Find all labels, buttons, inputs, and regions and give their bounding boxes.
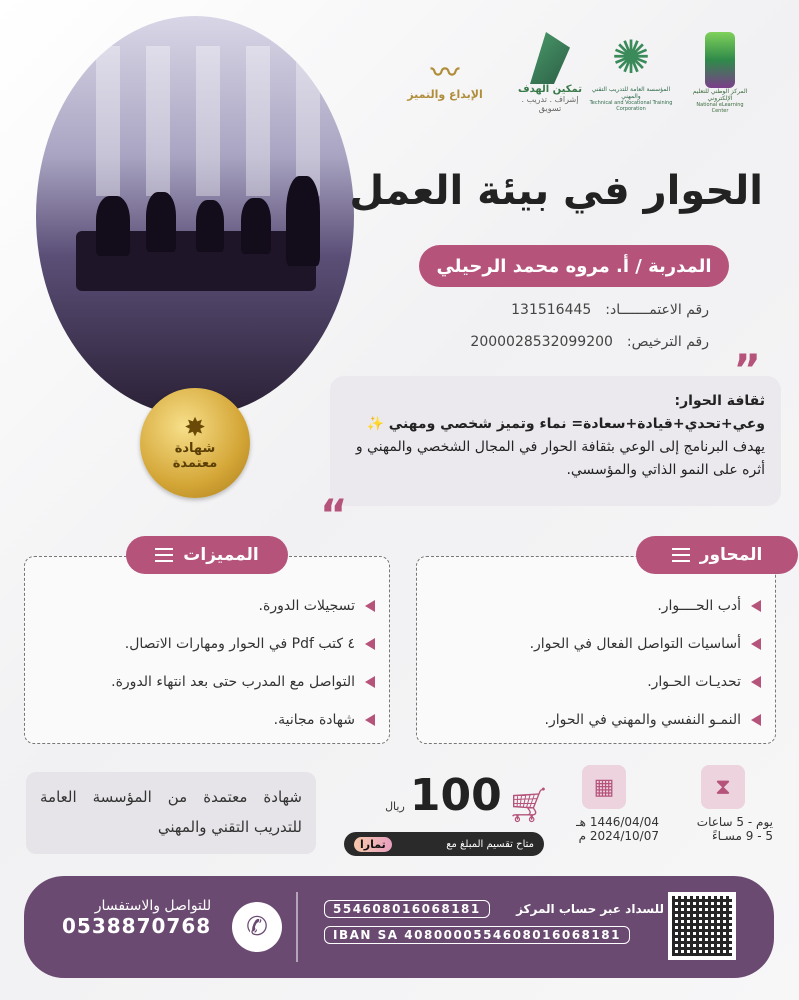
open-quote-icon: ” — [733, 345, 761, 394]
triangle-bullet-icon — [365, 676, 375, 688]
list-item — [35, 663, 375, 701]
tvtc-arabic: المؤسسة العامة للتدريب التقني والمهني — [591, 86, 671, 100]
certificate-note: شهادة معتمدة من المؤسسة العامة للتدريب التقني والمهني — [26, 772, 316, 854]
qr-code — [668, 892, 736, 960]
feature-item: تسجيلات الدورة. — [258, 598, 355, 614]
license-row — [470, 334, 709, 350]
list-item — [427, 663, 761, 701]
duration-days: يوم - 5 ساعات — [696, 815, 773, 829]
ebdaa-text: الإبداع والتميز — [407, 88, 483, 101]
accreditation-row — [511, 302, 709, 318]
badge-line1: شهادة — [174, 441, 216, 456]
emblem-icon: ✸ — [184, 413, 206, 443]
divider — [296, 892, 298, 962]
nelc-arabic: المركز الوطني للتعليم الإلكتروني — [692, 88, 748, 102]
course-title: الحوار في بيئة العمل — [349, 168, 763, 214]
list-item — [35, 625, 375, 663]
axis-item: تحديـات الحـوار. — [647, 674, 741, 690]
quote-box — [320, 345, 781, 539]
iban-field — [324, 926, 630, 944]
iban-country: SA — [377, 928, 399, 942]
triangle-bullet-icon — [751, 600, 761, 612]
whatsapp-icon[interactable]: ✆ — [232, 902, 282, 952]
phone-number[interactable]: 0538870768 — [62, 914, 212, 938]
pay-label: للسداد عبر حساب المركز — [516, 902, 664, 916]
contact-label: للتواصل والاستفسار — [94, 898, 212, 914]
logo-strip — [390, 28, 749, 128]
trainer-name: المدربة / أ. مروه محمد الرحيلي — [419, 245, 729, 287]
list-item — [427, 587, 761, 625]
triangle-bullet-icon — [751, 638, 761, 650]
quote-heading: ثقافة الحوار: — [674, 393, 765, 409]
axis-item: أساسيات التواصل الفعال في الحوار. — [529, 636, 741, 652]
tvtc-english: Technical and Vocational Training Corporation — [589, 100, 673, 112]
tamara-logo: تمارا — [354, 837, 392, 852]
list-item — [427, 701, 761, 739]
iban-number: 4080000554608016068181 — [404, 928, 621, 942]
feature-item: ٤ كتب Pdf في الحوار ومهارات الاتصال. — [124, 636, 355, 652]
tvtc-star-icon: ✺ — [611, 30, 651, 84]
feature-item: التواصل مع المدرب حتى بعد انتهاء الدورة. — [111, 674, 355, 690]
price-block — [340, 770, 550, 826]
meeting-photo — [36, 16, 354, 416]
footer-bar — [24, 876, 774, 978]
account-number: 554608016068181 — [324, 900, 490, 918]
list-icon — [672, 548, 690, 562]
contact-block — [62, 898, 211, 938]
axis-item: أدب الحــــوار. — [657, 598, 741, 614]
badge-line2: معتمدة — [172, 456, 218, 471]
nelc-english: National eLearning Center — [696, 102, 744, 114]
cart-icon: 🛒︎ — [506, 785, 550, 826]
axes-box — [416, 556, 776, 744]
duration-time: 5 - 9 مسـاءً — [711, 829, 773, 843]
tvtc-logo — [586, 28, 676, 112]
triangle-bullet-icon — [365, 638, 375, 650]
tamkeen-icon — [530, 32, 570, 84]
tamkeen-name: تمكين الهدف — [517, 84, 582, 95]
tamkeen-tagline: إشراف . تدريب . تسويق — [521, 95, 579, 113]
calligraphy-icon: 〰︎ — [430, 56, 459, 89]
certified-badge — [140, 388, 250, 498]
accreditation-label: رقم الاعتمـــــــاد: — [605, 302, 709, 318]
tamara-banner — [344, 832, 544, 856]
axes-header — [636, 536, 798, 574]
iban-label: IBAN — [333, 928, 372, 942]
features-box — [24, 556, 390, 744]
nelc-logo — [690, 32, 750, 114]
price-currency: ريال — [385, 800, 405, 813]
triangle-bullet-icon — [751, 714, 761, 726]
quote-formula: وعي+تحدي+قيادة+سعادة= نماء وتميز شخصي ومهني ✨ — [366, 416, 765, 432]
hourglass-icon: ⧗ — [701, 765, 745, 809]
nelc-icon — [705, 32, 735, 88]
tamkeen-logo — [510, 32, 590, 113]
list-item — [427, 625, 761, 663]
accreditation-number: 131516445 — [511, 302, 592, 318]
triangle-bullet-icon — [365, 600, 375, 612]
triangle-bullet-icon — [365, 714, 375, 726]
date-block — [549, 765, 659, 843]
feature-item: شهادة مجانية. — [273, 712, 355, 728]
quote-body: يهدف البرنامج إلى الوعي بثقافة الحوار في المجال الشخصي والمهني و أثره على النمو الذاتي والمؤسسي. — [355, 439, 765, 478]
hijri-date: 1446/04/04 هـ — [576, 815, 659, 829]
price-amount: 100 — [409, 770, 502, 821]
ebdaa-logo — [400, 58, 490, 101]
axes-title: المحاور — [699, 545, 763, 565]
list-item — [35, 701, 375, 739]
tamara-text: متاح تقسيم المبلغ مع — [446, 838, 534, 850]
license-number: 2000028532099200 — [470, 334, 613, 350]
features-header — [126, 536, 288, 574]
calendar-icon: ▦ — [582, 765, 626, 809]
bank-block — [324, 900, 664, 944]
close-quote-icon: “ — [320, 490, 348, 539]
gregorian-date: 2024/10/07 م — [578, 829, 659, 843]
license-label: رقم الترخيص: — [626, 334, 709, 350]
features-title: المميزات — [183, 545, 259, 565]
triangle-bullet-icon — [751, 676, 761, 688]
axis-item: النمـو النفسي والمهني في الحوار. — [544, 712, 741, 728]
list-item — [35, 587, 375, 625]
list-icon — [155, 548, 173, 562]
duration-block — [673, 765, 773, 843]
